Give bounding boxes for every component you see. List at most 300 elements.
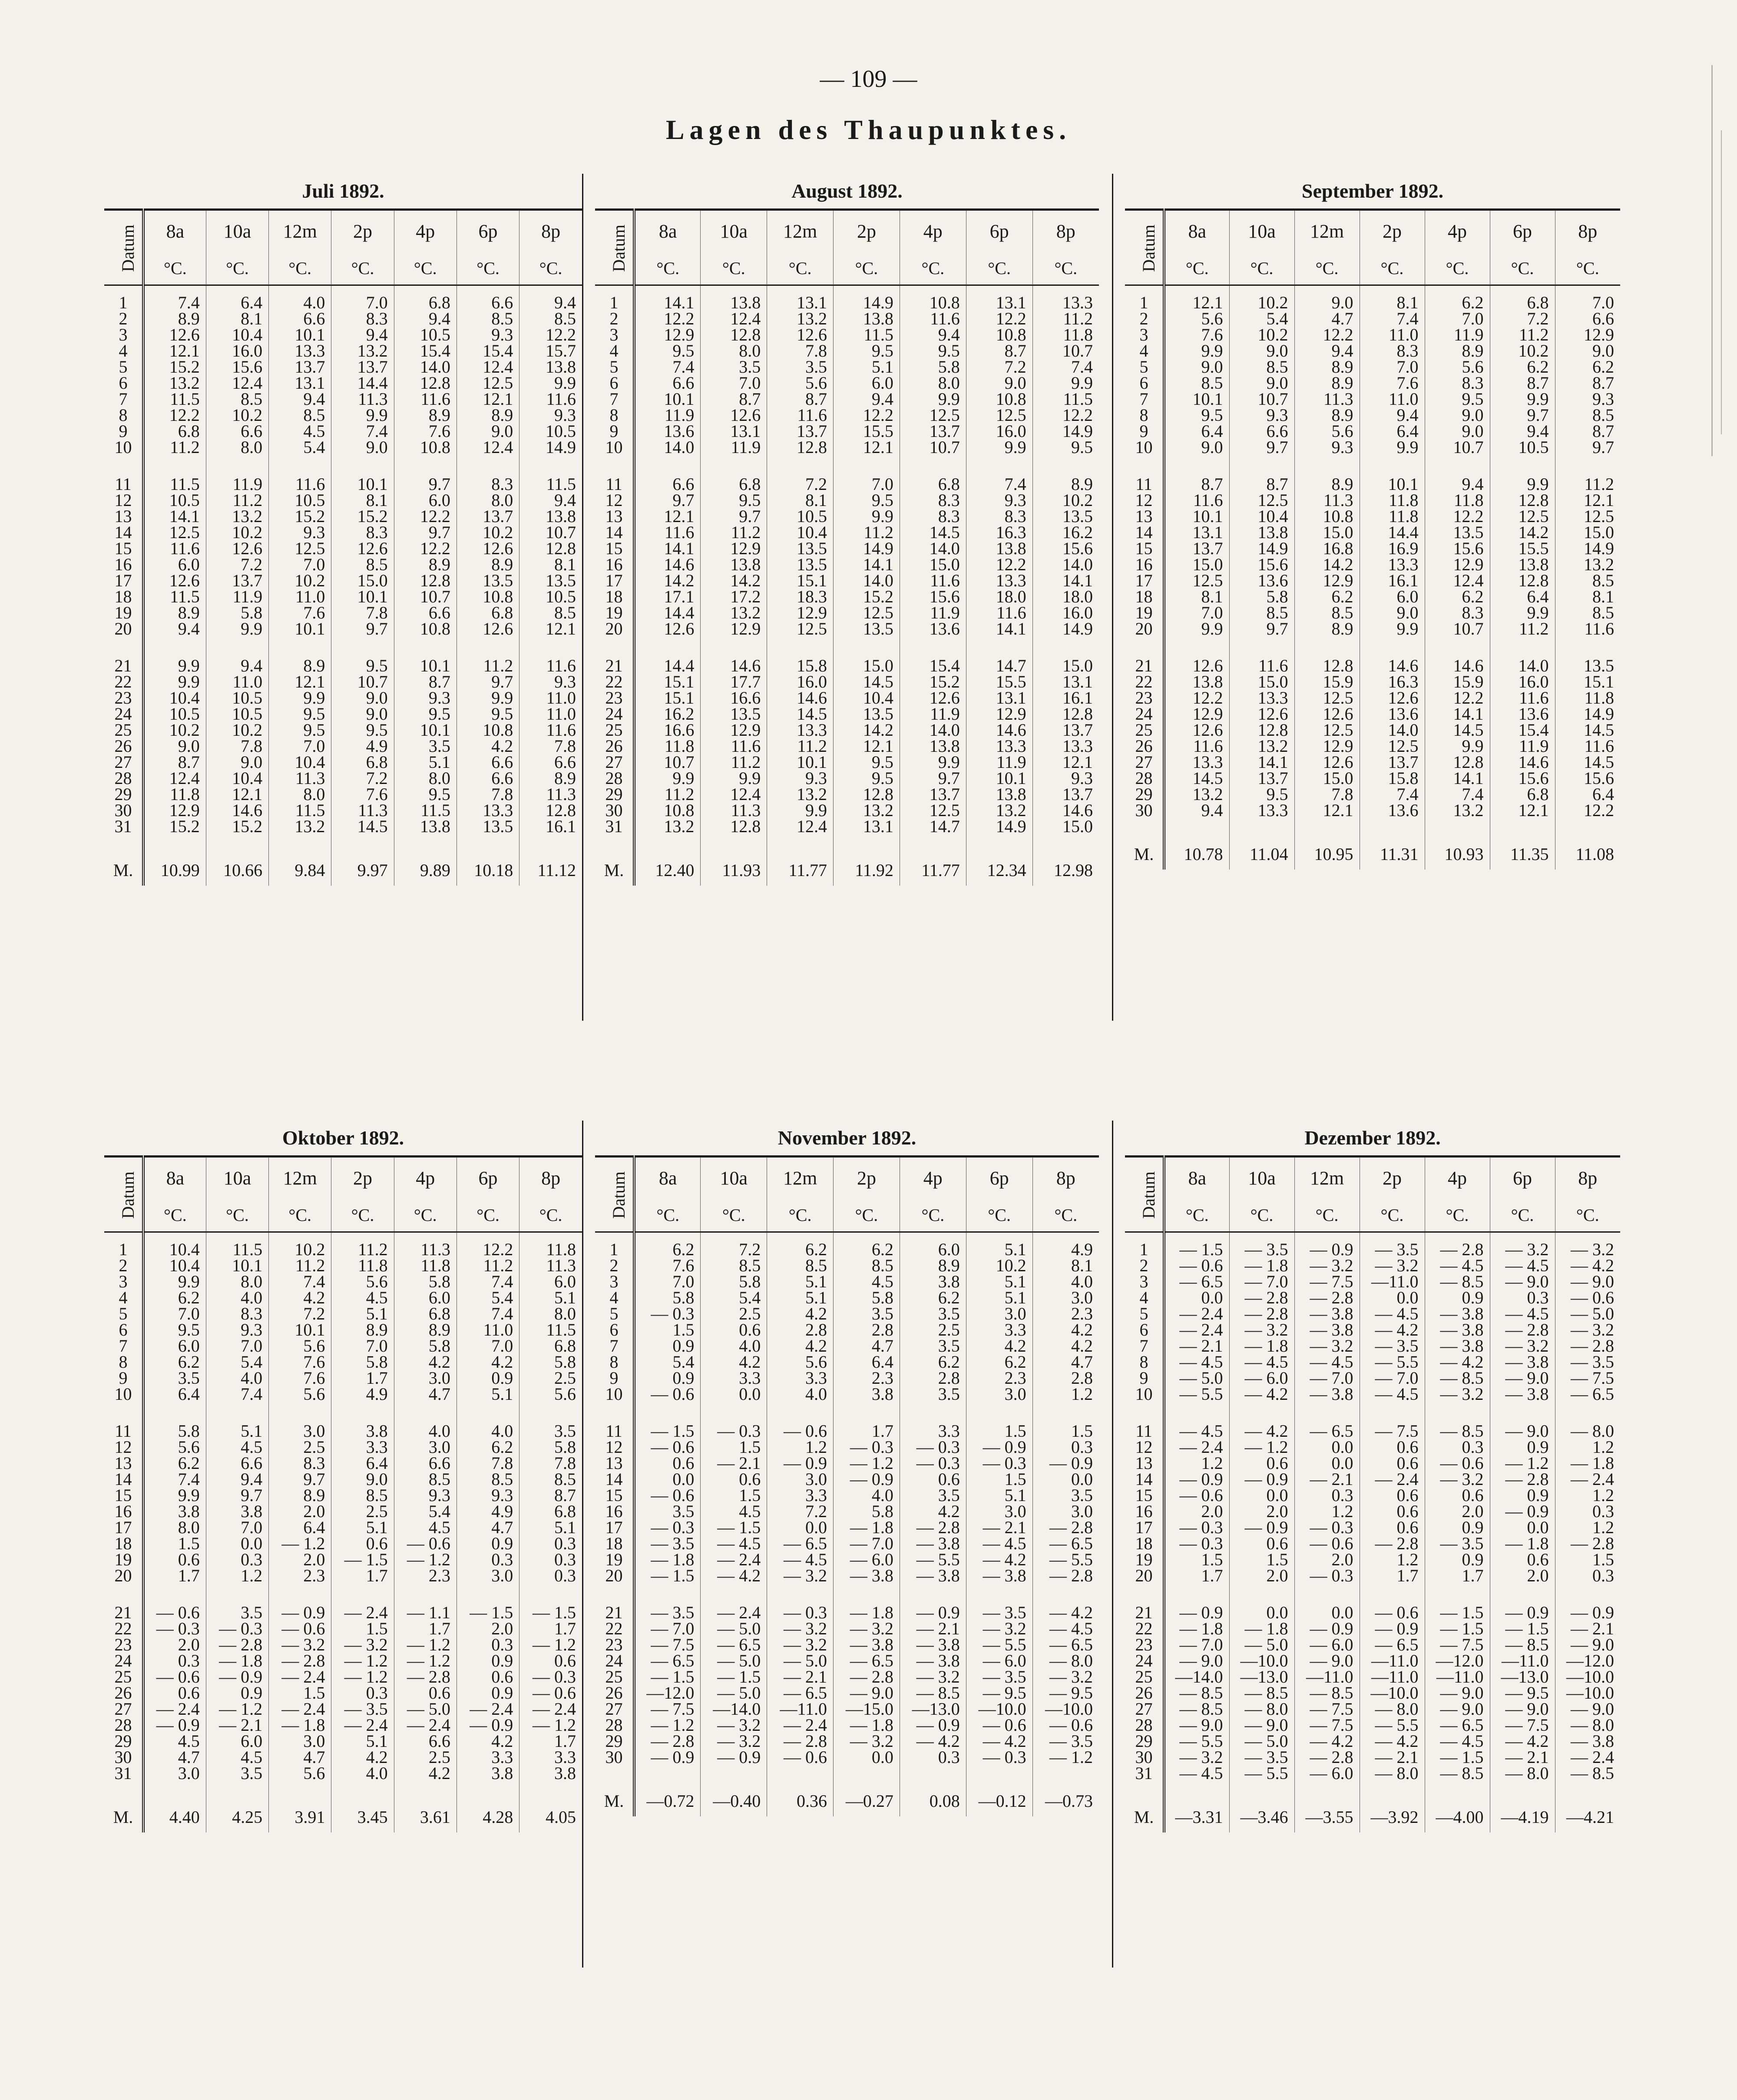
value-cell: 7.4 <box>1071 357 1093 377</box>
value-cell: 14.0 <box>1062 555 1093 574</box>
table-row <box>104 1568 582 1584</box>
value-cell: 15.9 <box>1425 674 1490 690</box>
value-cell: 15.4 <box>394 343 457 359</box>
value-cell: 10.2 <box>206 524 268 540</box>
table-row <box>1125 1765 1620 1781</box>
day-cell: 6 <box>595 375 634 391</box>
value-cell: 12.5 <box>966 407 1032 423</box>
value-cell: 4.2 <box>966 1338 1032 1354</box>
value-cell: — 2.4 <box>394 1717 457 1733</box>
day-cell: 29 <box>595 786 634 802</box>
day-cell: 3 <box>595 327 634 343</box>
gap-cell <box>701 637 767 658</box>
value-cell: 9.4 <box>554 490 576 510</box>
value-cell: 7.8 <box>554 736 576 756</box>
value-cell: 13.7 <box>767 423 834 439</box>
value-cell: 14.6 <box>634 556 701 572</box>
day-cell: 8 <box>595 407 634 423</box>
value-cell: 3.0 <box>394 1370 457 1386</box>
value-cell: — 3.5 <box>1571 1352 1614 1372</box>
value-cell: — 4.5 <box>1229 1354 1294 1370</box>
table-row <box>1125 524 1620 540</box>
mean-value: 3.91 <box>269 1802 331 1832</box>
value-cell: 10.2 <box>1229 285 1294 311</box>
datum-header <box>104 210 143 285</box>
value-cell: 7.4 <box>1360 311 1425 327</box>
gap-cell <box>1490 818 1555 839</box>
time-header: 8a <box>1164 1157 1229 1199</box>
value-cell: — 8.0 <box>1229 1701 1294 1717</box>
day-cell: 20 <box>595 621 634 637</box>
value-cell: 6.2 <box>834 1232 900 1258</box>
table-row <box>595 1733 1099 1749</box>
value-cell: 6.6 <box>394 1733 457 1749</box>
value-cell: 14.1 <box>966 621 1032 637</box>
value-cell: 7.4 <box>634 359 701 375</box>
value-cell: — 2.8 <box>269 1653 331 1669</box>
value-cell: 7.0 <box>834 476 900 492</box>
value-cell: 14.2 <box>1294 556 1360 572</box>
value-cell: 13.8 <box>966 786 1032 802</box>
gap-cell <box>767 1584 834 1604</box>
table-row <box>104 476 582 492</box>
day-cell: 7 <box>104 391 143 407</box>
value-cell: 6.0 <box>1360 589 1425 605</box>
day-cell: 22 <box>595 1620 634 1637</box>
table-row <box>104 1306 582 1322</box>
time-header: 2p <box>331 210 394 252</box>
value-cell: 13.2 <box>1229 738 1294 754</box>
value-cell: 9.0 <box>1592 341 1614 360</box>
value-cell: 13.3 <box>966 738 1032 754</box>
value-cell: 11.6 <box>634 524 701 540</box>
value-cell: 12.9 <box>1584 325 1614 344</box>
value-cell: 8.7 <box>1592 421 1614 441</box>
unit-header: °C. <box>1164 252 1229 285</box>
table-row <box>104 423 582 439</box>
day-cell: 20 <box>104 1568 143 1584</box>
table-row <box>104 1637 582 1653</box>
value-cell: 8.3 <box>269 1455 331 1471</box>
day-cell: 9 <box>595 423 634 439</box>
value-cell: 11.2 <box>767 738 834 754</box>
value-cell: — 3.2 <box>1425 1386 1490 1402</box>
value-cell: — 1.2 <box>834 1455 900 1471</box>
value-cell: 13.2 <box>767 311 834 327</box>
day-cell: 18 <box>595 589 634 605</box>
value-cell: — 1.8 <box>634 1551 701 1568</box>
value-cell: — 8.0 <box>1360 1765 1425 1781</box>
value-cell: 8.0 <box>900 375 966 391</box>
time-header: 8p <box>519 210 582 252</box>
value-cell: 13.3 <box>1062 736 1093 756</box>
value-cell: 2.0 <box>1294 1551 1360 1568</box>
unit-header: °C. <box>519 1199 582 1232</box>
value-cell: 10.1 <box>1164 508 1229 524</box>
value-cell: — 3.8 <box>1294 1386 1360 1402</box>
value-cell: 10.2 <box>206 407 268 423</box>
value-cell: 2.3 <box>269 1568 331 1584</box>
value-cell: 13.2 <box>331 343 394 359</box>
table-row <box>104 1338 582 1354</box>
value-cell: 0.0 <box>834 1749 900 1765</box>
value-cell: — 8.0 <box>1360 1701 1425 1717</box>
value-cell: 7.8 <box>331 605 394 621</box>
unit-header: °C. <box>1490 1199 1555 1232</box>
value-cell: — 3.5 <box>1360 1338 1425 1354</box>
value-cell: 13.7 <box>1229 770 1294 786</box>
unit-header: °C. <box>1360 252 1425 285</box>
value-cell: 9.4 <box>1164 802 1229 818</box>
value-cell: 11.6 <box>546 720 576 740</box>
value-cell: 16.1 <box>546 817 576 836</box>
value-cell: 9.7 <box>206 1487 268 1503</box>
value-cell: — 2.1 <box>1294 1471 1360 1487</box>
value-cell: 9.3 <box>767 770 834 786</box>
value-cell: 12.5 <box>1490 508 1555 524</box>
value-cell: 9.0 <box>457 423 519 439</box>
table-row <box>595 1257 1099 1273</box>
unit-header: °C. <box>966 252 1032 285</box>
value-cell: 0.9 <box>1490 1487 1555 1503</box>
value-cell: — 3.2 <box>1571 1240 1614 1259</box>
day-cell: 16 <box>1125 1503 1164 1519</box>
value-cell: 0.3 <box>457 1551 519 1568</box>
table-row <box>595 770 1099 786</box>
value-cell: 5.4 <box>457 1290 519 1306</box>
value-cell: — 2.1 <box>206 1717 268 1733</box>
value-cell: 9.9 <box>143 1273 206 1290</box>
value-cell: 12.5 <box>834 605 900 621</box>
value-cell: — 4.2 <box>966 1733 1032 1749</box>
value-cell: 8.5 <box>1164 375 1229 391</box>
value-cell: 12.6 <box>1294 754 1360 770</box>
value-cell: 9.0 <box>331 439 394 455</box>
value-cell: 10.7 <box>331 674 394 690</box>
table-row <box>1125 1306 1620 1322</box>
value-cell: 12.2 <box>1425 690 1490 706</box>
value-cell: 9.9 <box>331 407 394 423</box>
value-cell: 8.9 <box>394 407 457 423</box>
value-cell: 9.5 <box>701 492 767 508</box>
value-cell: 13.6 <box>634 423 701 439</box>
value-cell: 11.9 <box>701 439 767 455</box>
group-gap <box>104 455 582 476</box>
value-cell: — 3.8 <box>1490 1386 1555 1402</box>
day-cell: 28 <box>595 770 634 786</box>
table-row <box>104 1717 582 1733</box>
table-row <box>595 1749 1099 1765</box>
value-cell: 13.7 <box>269 359 331 375</box>
value-cell: 6.6 <box>206 423 268 439</box>
value-cell: 6.8 <box>701 476 767 492</box>
value-cell: 12.8 <box>767 439 834 455</box>
value-cell: 12.4 <box>701 786 767 802</box>
value-cell: — 4.5 <box>1360 1386 1425 1402</box>
value-cell: 7.4 <box>1425 786 1490 802</box>
value-cell: 5.1 <box>331 1306 394 1322</box>
value-cell: 16.0 <box>767 674 834 690</box>
value-cell: 14.7 <box>966 658 1032 674</box>
value-cell: — 9.0 <box>1164 1717 1229 1733</box>
day-cell: 2 <box>104 311 143 327</box>
value-cell: 11.8 <box>1584 688 1614 708</box>
value-cell: — 1.2 <box>331 1653 394 1669</box>
mean-value: 4.05 <box>546 1807 576 1827</box>
value-cell: 10.8 <box>394 439 457 455</box>
gap-cell <box>1125 637 1164 658</box>
value-cell: — 0.6 <box>1294 1535 1360 1551</box>
gap-cell <box>269 637 331 658</box>
value-cell: 9.5 <box>900 343 966 359</box>
unit-header: °C. <box>457 252 519 285</box>
value-cell: — 8.0 <box>1571 1421 1614 1441</box>
gap-cell <box>1425 1781 1490 1802</box>
value-cell: 9.4 <box>1360 407 1425 423</box>
value-cell: 6.4 <box>331 1455 394 1471</box>
value-cell: — 1.2 <box>394 1637 457 1653</box>
table-row <box>1125 1439 1620 1455</box>
value-cell: — 7.0 <box>1229 1273 1294 1290</box>
day-cell: 24 <box>1125 706 1164 722</box>
value-cell: 8.5 <box>1592 603 1614 622</box>
value-cell: 5.1 <box>966 1273 1032 1290</box>
value-cell: 5.1 <box>457 1386 519 1402</box>
day-cell: 23 <box>1125 1637 1164 1653</box>
value-cell: 14.9 <box>1229 540 1294 556</box>
gap-cell <box>1229 818 1294 839</box>
value-cell: 9.0 <box>143 738 206 754</box>
mean-value: —4.19 <box>1490 1802 1555 1832</box>
value-cell: 6.8 <box>1490 786 1555 802</box>
value-cell: 11.3 <box>701 802 767 818</box>
value-cell: 6.6 <box>457 754 519 770</box>
gap-cell <box>1229 637 1294 658</box>
mean-value: —3.31 <box>1164 1802 1229 1832</box>
table-row <box>1125 770 1620 786</box>
value-cell: 9.4 <box>1490 423 1555 439</box>
mean-value: 11.77 <box>767 855 834 886</box>
value-cell: 9.9 <box>1164 621 1229 637</box>
gap-cell <box>1229 1781 1294 1802</box>
value-cell: — 4.5 <box>767 1551 834 1568</box>
value-cell: 10.4 <box>767 524 834 540</box>
time-header: 2p <box>1360 1157 1425 1199</box>
value-cell: — 3.8 <box>1294 1322 1360 1338</box>
day-cell: 22 <box>104 1620 143 1637</box>
gap-cell <box>1229 1402 1294 1423</box>
value-cell: 13.7 <box>206 572 268 589</box>
value-cell: —12.0 <box>1425 1653 1490 1669</box>
day-cell: 5 <box>104 359 143 375</box>
table-row <box>595 706 1099 722</box>
day-cell: 6 <box>1125 1322 1164 1338</box>
value-cell: 3.8 <box>900 1273 966 1290</box>
gap-cell <box>1032 1584 1099 1604</box>
time-header: 10a <box>206 210 268 252</box>
value-cell: 9.9 <box>1360 439 1425 455</box>
dewpoint-table <box>104 1155 582 1832</box>
value-cell: 11.6 <box>767 407 834 423</box>
value-cell: 12.6 <box>701 407 767 423</box>
value-cell: 13.5 <box>701 706 767 722</box>
value-cell: 11.3 <box>331 802 394 818</box>
gap-cell <box>104 455 143 476</box>
value-cell: 12.8 <box>394 375 457 391</box>
value-cell: — 7.0 <box>1164 1637 1229 1653</box>
value-cell: 7.8 <box>457 1455 519 1471</box>
value-cell: 6.4 <box>269 1519 331 1535</box>
value-cell: — 0.9 <box>1164 1604 1229 1620</box>
day-cell: 3 <box>595 1273 634 1290</box>
table-row <box>595 722 1099 738</box>
value-cell: 4.2 <box>394 1354 457 1370</box>
value-cell: 12.6 <box>143 572 206 589</box>
value-cell: 12.5 <box>143 524 206 540</box>
value-cell: 8.9 <box>457 407 519 423</box>
value-cell: 12.5 <box>900 802 966 818</box>
value-cell: — 0.3 <box>966 1749 1032 1765</box>
gap-cell <box>1425 455 1490 476</box>
day-cell: 5 <box>595 1306 634 1322</box>
value-cell: — 6.5 <box>1049 1635 1093 1654</box>
table-row <box>1125 359 1620 375</box>
value-cell: 10.4 <box>143 1232 206 1258</box>
value-cell: 6.6 <box>457 285 519 311</box>
value-cell: 1.5 <box>331 1620 394 1637</box>
table-row <box>104 1701 582 1717</box>
value-cell: 13.3 <box>1229 802 1294 818</box>
value-cell: — 0.6 <box>533 1683 576 1703</box>
value-cell: 8.5 <box>554 603 576 622</box>
unit-header: °C. <box>900 252 966 285</box>
value-cell: 10.7 <box>546 523 576 542</box>
value-cell: 3.5 <box>900 1386 966 1402</box>
value-cell: 13.1 <box>1062 672 1093 691</box>
value-cell: — 1.8 <box>1229 1620 1294 1637</box>
value-cell: — 7.5 <box>1490 1717 1555 1733</box>
value-cell: 5.4 <box>1229 311 1294 327</box>
value-cell: — 3.8 <box>834 1637 900 1653</box>
value-cell: 13.5 <box>1584 656 1614 675</box>
value-cell: 5.8 <box>394 1273 457 1290</box>
value-cell: 6.6 <box>457 770 519 786</box>
value-cell: 1.7 <box>394 1620 457 1637</box>
day-cell: 26 <box>104 1685 143 1701</box>
value-cell: 9.9 <box>143 1487 206 1503</box>
value-cell: 15.2 <box>900 674 966 690</box>
gap-cell <box>966 637 1032 658</box>
value-cell: 13.3 <box>269 343 331 359</box>
gap-cell <box>394 637 457 658</box>
value-cell: 12.2 <box>546 325 576 344</box>
value-cell: — 3.2 <box>1294 1257 1360 1273</box>
value-cell: — 1.5 <box>331 1551 394 1568</box>
time-header: 12m <box>1294 210 1360 252</box>
day-cell: 28 <box>1125 770 1164 786</box>
value-cell: 0.3 <box>206 1551 268 1568</box>
value-cell: 1.7 <box>554 1619 576 1638</box>
value-cell: 12.1 <box>834 738 900 754</box>
value-cell: 9.5 <box>834 492 900 508</box>
unit-header: °C. <box>1294 252 1360 285</box>
value-cell: 8.3 <box>900 492 966 508</box>
table-row <box>595 311 1099 327</box>
table-row <box>104 439 582 455</box>
value-cell: 9.9 <box>1425 738 1490 754</box>
table-row <box>104 1669 582 1685</box>
value-cell: 9.9 <box>701 770 767 786</box>
value-cell: 4.7 <box>269 1749 331 1765</box>
value-cell: — 2.8 <box>1360 1535 1425 1551</box>
day-cell: 2 <box>1125 1257 1164 1273</box>
value-cell: 6.0 <box>143 1338 206 1354</box>
table-row <box>595 1370 1099 1386</box>
gap-cell <box>1490 1402 1555 1423</box>
value-cell: — 2.8 <box>1294 1749 1360 1765</box>
month-title: Oktober 1892. <box>282 1127 404 1149</box>
value-cell: 3.3 <box>554 1747 576 1767</box>
value-cell: 3.8 <box>457 1765 519 1781</box>
day-cell: 15 <box>595 540 634 556</box>
value-cell: 12.6 <box>457 621 519 637</box>
table-row <box>1125 754 1620 770</box>
day-cell: 17 <box>104 1519 143 1535</box>
value-cell: 11.3 <box>269 770 331 786</box>
value-cell: — 8.5 <box>1490 1637 1555 1653</box>
value-cell: — 5.5 <box>1360 1717 1425 1733</box>
value-cell: 8.5 <box>331 1487 394 1503</box>
day-cell: 3 <box>1125 327 1164 343</box>
value-cell: 17.7 <box>701 674 767 690</box>
value-cell: 3.3 <box>457 1749 519 1765</box>
table-row <box>595 1354 1099 1370</box>
table-row <box>104 605 582 621</box>
day-cell: 29 <box>104 786 143 802</box>
value-cell: 16.0 <box>206 343 268 359</box>
value-cell: 4.5 <box>834 1273 900 1290</box>
value-cell: 9.4 <box>554 293 576 312</box>
value-cell: 12.2 <box>966 556 1032 572</box>
value-cell: 14.2 <box>834 722 900 738</box>
value-cell: 13.1 <box>966 690 1032 706</box>
value-cell: 2.0 <box>457 1620 519 1637</box>
table-row <box>104 1604 582 1620</box>
value-cell: 11.6 <box>1164 492 1229 508</box>
value-cell: 11.6 <box>269 476 331 492</box>
value-cell: 7.8 <box>206 738 268 754</box>
value-cell: 0.6 <box>554 1651 576 1670</box>
value-cell: 8.7 <box>1490 375 1555 391</box>
gap-cell <box>1125 1402 1164 1423</box>
value-cell: 13.5 <box>1062 506 1093 526</box>
value-cell: 11.2 <box>1490 327 1555 343</box>
value-cell: 11.8 <box>394 1257 457 1273</box>
value-cell: 12.9 <box>143 802 206 818</box>
table-row <box>104 311 582 327</box>
value-cell: — 8.0 <box>1049 1651 1093 1670</box>
value-cell: 8.9 <box>331 1322 394 1338</box>
value-cell: 12.9 <box>966 706 1032 722</box>
table-row <box>595 492 1099 508</box>
time-header: 10a <box>701 210 767 252</box>
value-cell: — 5.5 <box>900 1551 966 1568</box>
value-cell: 8.5 <box>554 1469 576 1489</box>
value-cell: 1.5 <box>1164 1551 1229 1568</box>
value-cell: — 9.0 <box>1571 1635 1614 1654</box>
value-cell: —10.0 <box>1045 1699 1093 1719</box>
value-cell: — 0.3 <box>834 1439 900 1455</box>
